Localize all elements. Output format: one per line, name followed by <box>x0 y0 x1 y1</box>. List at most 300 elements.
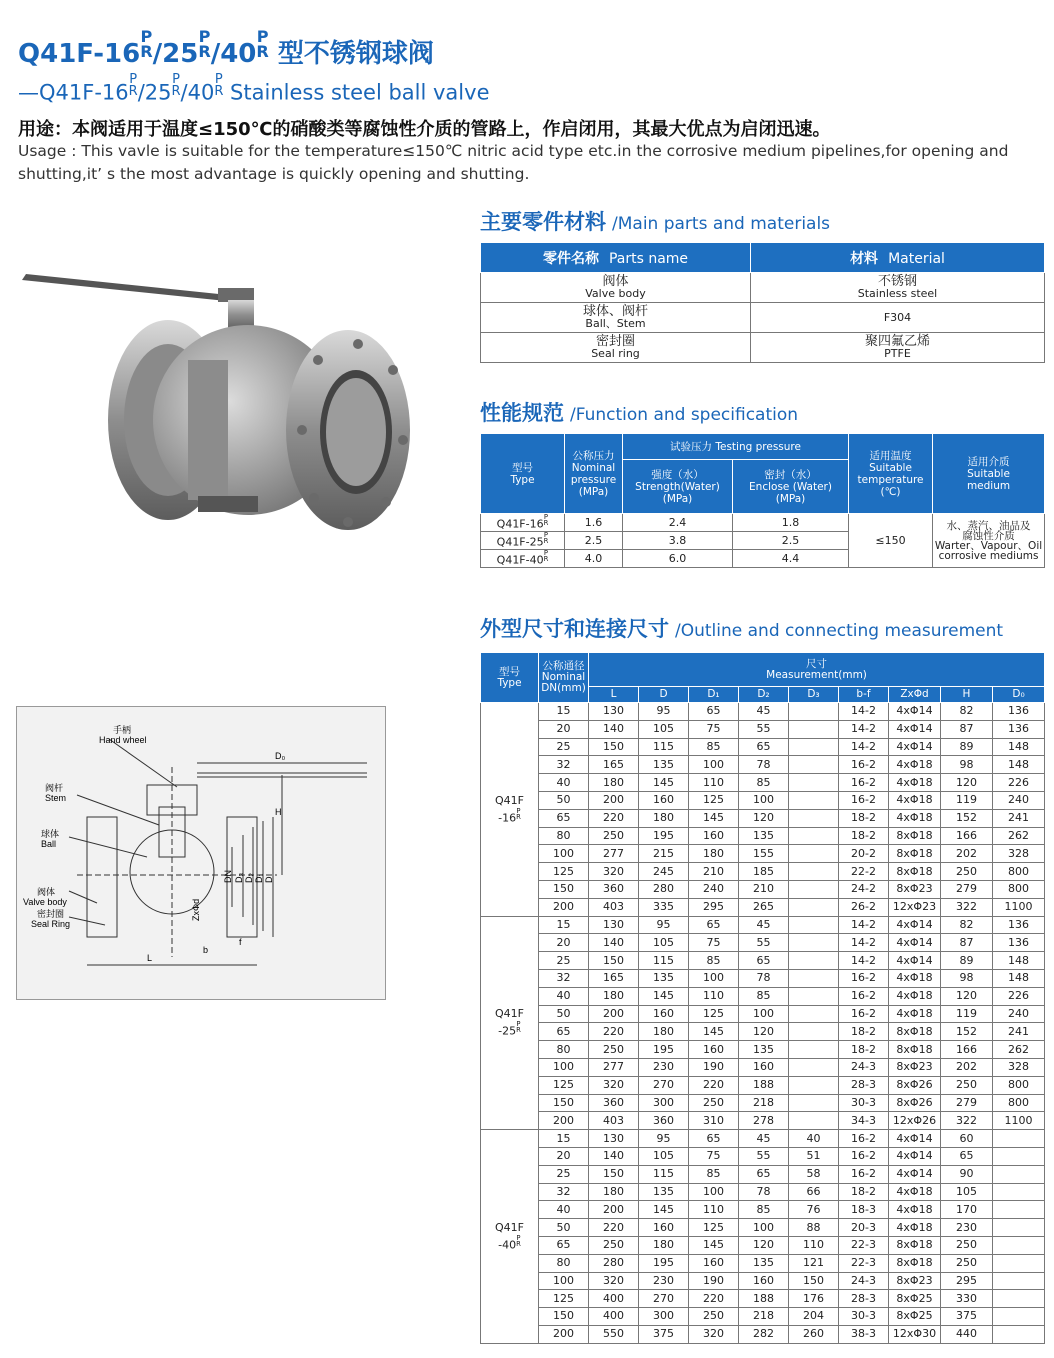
table-row <box>481 1254 1045 1272</box>
table-cell: 240 <box>993 1005 1045 1023</box>
d0-label: D₀ <box>275 751 286 761</box>
table-cell: 89 <box>941 738 993 756</box>
table-cell: 150 <box>539 880 589 898</box>
table-cell: 4xΦ18 <box>889 774 941 792</box>
table-cell: 14-2 <box>839 934 889 952</box>
table-cell: 20 <box>539 934 589 952</box>
table-cell: 330 <box>941 1290 993 1308</box>
table-cell: 14-2 <box>839 703 889 721</box>
table-cell: 18-2 <box>839 809 889 827</box>
table-cell: 15 <box>539 703 589 721</box>
table-cell: 140 <box>589 934 639 952</box>
table-cell: 60 <box>941 1130 993 1148</box>
table-cell: 88 <box>789 1219 839 1237</box>
table-cell: 22-3 <box>839 1254 889 1272</box>
table-cell: 148 <box>993 969 1045 987</box>
table-cell: 270 <box>639 1076 689 1094</box>
table-cell: 65 <box>539 1023 589 1041</box>
table-cell: 12xΦ30 <box>889 1325 941 1343</box>
table-row <box>481 880 1045 898</box>
table-cell <box>789 1023 839 1041</box>
table-cell: 120 <box>739 1236 789 1254</box>
table-cell: 195 <box>639 1254 689 1272</box>
table-cell: 65 <box>539 1236 589 1254</box>
table-cell: 375 <box>941 1308 993 1326</box>
table-cell: 240 <box>689 880 739 898</box>
table-cell: 110 <box>689 774 739 792</box>
table-cell: 200 <box>539 1325 589 1343</box>
table-cell: 8xΦ23 <box>889 1272 941 1290</box>
table-cell: 160 <box>639 791 689 809</box>
table-row <box>481 1094 1045 1112</box>
table-cell: 85 <box>739 1201 789 1219</box>
table-cell: 40 <box>789 1130 839 1148</box>
valve-diagram <box>16 706 386 1000</box>
table-cell: 166 <box>941 827 993 845</box>
body-label-en: Valve body <box>23 897 67 907</box>
table-cell: 40 <box>539 987 589 1005</box>
table-cell: 80 <box>539 1041 589 1059</box>
table-cell: 65 <box>941 1147 993 1165</box>
table-cell: 76 <box>789 1201 839 1219</box>
table-cell: 220 <box>589 1219 639 1237</box>
table-cell <box>789 987 839 1005</box>
hand-wheel-label-cn: 手柄 <box>113 725 132 735</box>
table-cell <box>993 1290 1045 1308</box>
table-cell: 18-3 <box>839 1201 889 1219</box>
table-cell: 135 <box>639 1183 689 1201</box>
d3-label: D₃ <box>234 872 244 883</box>
table-cell: 105 <box>941 1183 993 1201</box>
table-cell: 148 <box>993 738 1045 756</box>
table-cell: 250 <box>941 1076 993 1094</box>
table-cell: 145 <box>639 987 689 1005</box>
table-row <box>481 845 1045 863</box>
table-cell: 100 <box>689 969 739 987</box>
table-cell: 160 <box>639 1219 689 1237</box>
table-cell: 14-2 <box>839 952 889 970</box>
table-cell: 135 <box>739 1254 789 1272</box>
stem-label-cn: 阀杆 <box>45 783 64 793</box>
table-cell <box>789 1058 839 1076</box>
table-cell: 115 <box>639 952 689 970</box>
outline-table <box>480 652 1045 1344</box>
table-cell: 135 <box>739 1041 789 1059</box>
table-cell: 65 <box>739 1165 789 1183</box>
table-row <box>481 863 1045 881</box>
table-cell <box>789 845 839 863</box>
table-cell: 8xΦ26 <box>889 1076 941 1094</box>
table-cell: 295 <box>941 1272 993 1290</box>
table-cell: 300 <box>639 1094 689 1112</box>
table-cell: 65 <box>539 809 589 827</box>
col-header: D <box>639 687 689 703</box>
table-cell: 130 <box>589 1130 639 1148</box>
table-cell: 180 <box>639 1236 689 1254</box>
table-cell: 18-2 <box>839 1183 889 1201</box>
table-cell: 140 <box>589 720 639 738</box>
table-cell: 4xΦ14 <box>889 1147 941 1165</box>
table-cell: 210 <box>739 880 789 898</box>
valve-photo <box>18 240 458 570</box>
table-cell: 195 <box>639 1041 689 1059</box>
table-cell <box>789 809 839 827</box>
table-cell: 90 <box>941 1165 993 1183</box>
table-cell: 279 <box>941 880 993 898</box>
table-cell <box>789 1005 839 1023</box>
table-cell: 165 <box>589 969 639 987</box>
table-cell: 180 <box>589 1183 639 1201</box>
table-cell: 32 <box>539 969 589 987</box>
table-cell: 135 <box>639 969 689 987</box>
table-cell: 45 <box>739 916 789 934</box>
col-header: L <box>589 687 639 703</box>
table-cell: 30-3 <box>839 1308 889 1326</box>
table-cell: 800 <box>993 1094 1045 1112</box>
table-cell: 125 <box>689 1005 739 1023</box>
table-cell: 80 <box>539 827 589 845</box>
table-cell: 15 <box>539 1130 589 1148</box>
table-cell: 45 <box>739 1130 789 1148</box>
dn-label: DN <box>223 870 233 883</box>
table-cell: 16-2 <box>839 1130 889 1148</box>
type-cell: Q41F -40 P R <box>481 1130 539 1344</box>
table-cell <box>993 1183 1045 1201</box>
table-cell: 150 <box>589 738 639 756</box>
table-row: Q41F-25 P R 2.5 3.8 2.5 <box>481 532 1045 550</box>
table-cell <box>993 1201 1045 1219</box>
table-cell: 24-2 <box>839 880 889 898</box>
table-cell: 310 <box>689 1112 739 1130</box>
seal-label-en: Seal Ring <box>31 919 71 929</box>
f-label: f <box>239 937 242 947</box>
type-cell: Q41F -16 P R <box>481 703 539 917</box>
table-row <box>481 827 1045 845</box>
table-cell: 265 <box>739 898 789 916</box>
d1-label: D₁ <box>254 873 264 883</box>
table-cell: 250 <box>589 827 639 845</box>
h-label: H <box>275 807 282 817</box>
table-row <box>481 791 1045 809</box>
table-cell: 4xΦ14 <box>889 1165 941 1183</box>
table-cell: 4xΦ18 <box>889 969 941 987</box>
table-cell: 160 <box>739 1272 789 1290</box>
table-cell: 170 <box>941 1201 993 1219</box>
table-cell <box>789 969 839 987</box>
table-cell: 20-3 <box>839 1219 889 1237</box>
table-row <box>481 987 1045 1005</box>
table-row <box>481 1076 1045 1094</box>
measurement-header: 尺寸 Measurement(mm) <box>589 653 1045 687</box>
table-cell: 12xΦ23 <box>889 898 941 916</box>
table-cell: 8xΦ18 <box>889 1254 941 1272</box>
table-cell: 105 <box>639 720 689 738</box>
type-header: 型号 Type <box>481 653 539 703</box>
table-cell <box>789 1041 839 1059</box>
table-cell: 25 <box>539 952 589 970</box>
table-cell: 95 <box>639 703 689 721</box>
outline-heading: 外型尺寸和连接尺寸 /Outline and connecting measurement <box>480 617 1004 641</box>
table-cell: 202 <box>941 845 993 863</box>
table-row <box>481 720 1045 738</box>
table-cell: 120 <box>941 987 993 1005</box>
table-cell: 440 <box>941 1325 993 1343</box>
table-cell: 135 <box>739 827 789 845</box>
table-cell: 78 <box>739 1183 789 1201</box>
table-cell: 220 <box>589 1023 639 1041</box>
table-cell: 403 <box>589 1112 639 1130</box>
table-cell: 148 <box>993 756 1045 774</box>
table-cell: 320 <box>589 1272 639 1290</box>
table-cell: 190 <box>689 1058 739 1076</box>
table-cell: 200 <box>539 1112 589 1130</box>
table-cell: 95 <box>639 916 689 934</box>
table-cell: 320 <box>589 863 639 881</box>
table-cell: 360 <box>639 1112 689 1130</box>
table-cell: 78 <box>739 756 789 774</box>
table-cell: 155 <box>739 845 789 863</box>
table-cell: 105 <box>639 934 689 952</box>
table-cell: 14-2 <box>839 720 889 738</box>
table-row: 密封圈 Seal ring 聚四氟乙烯 PTFE <box>481 333 1045 363</box>
table-row <box>481 1147 1045 1165</box>
table-cell: 28-3 <box>839 1076 889 1094</box>
table-cell: 55 <box>739 1147 789 1165</box>
table-cell: 98 <box>941 969 993 987</box>
table-cell: 176 <box>789 1290 839 1308</box>
table-cell: 262 <box>993 1041 1045 1059</box>
table-row: Q41F-16 P R 1.6 2.4 1.8 ≤150 水、蒸汽、油品及 腐蚀性介质 Warter、Vapour、Oil corrosive mediums <box>481 514 1045 532</box>
table-cell: 82 <box>941 916 993 934</box>
d2-label: D₂ <box>244 873 254 883</box>
table-row <box>481 738 1045 756</box>
table-cell: 100 <box>739 1219 789 1237</box>
table-row <box>481 1272 1045 1290</box>
table-cell: 65 <box>739 952 789 970</box>
table-cell: 180 <box>639 809 689 827</box>
table-cell: 75 <box>689 720 739 738</box>
table-cell: 215 <box>639 845 689 863</box>
table-cell: 4xΦ18 <box>889 791 941 809</box>
table-cell: 150 <box>789 1272 839 1290</box>
table-cell: 280 <box>639 880 689 898</box>
table-row <box>481 1005 1045 1023</box>
type-header: 型号 Type <box>481 434 565 514</box>
table-cell: 150 <box>539 1094 589 1112</box>
table-cell: 8xΦ18 <box>889 863 941 881</box>
table-row <box>481 934 1045 952</box>
table-cell: 16-2 <box>839 756 889 774</box>
table-cell: 218 <box>739 1094 789 1112</box>
table-cell: 100 <box>689 1183 739 1201</box>
table-cell: 160 <box>689 1254 739 1272</box>
table-cell: 165 <box>589 756 639 774</box>
table-cell: 65 <box>689 1130 739 1148</box>
table-cell: 14-2 <box>839 916 889 934</box>
table-cell: 8xΦ26 <box>889 1094 941 1112</box>
table-cell: 800 <box>993 863 1045 881</box>
table-cell: 50 <box>539 1219 589 1237</box>
table-cell: 360 <box>589 1094 639 1112</box>
table-cell: 4xΦ18 <box>889 809 941 827</box>
table-cell: 322 <box>941 1112 993 1130</box>
page-subtitle: —Q41F-16 P R /25 P R /40 P R Stainless steel ball valve <box>18 72 490 105</box>
table-cell: 32 <box>539 1183 589 1201</box>
table-cell <box>789 1094 839 1112</box>
table-cell: 250 <box>941 1236 993 1254</box>
table-row <box>481 969 1045 987</box>
table-cell: 38-3 <box>839 1325 889 1343</box>
table-cell: 230 <box>639 1058 689 1076</box>
table-cell: 230 <box>941 1219 993 1237</box>
table-cell: 25 <box>539 1165 589 1183</box>
table-cell: 32 <box>539 756 589 774</box>
table-cell: 125 <box>689 1219 739 1237</box>
table-cell: 277 <box>589 845 639 863</box>
table-cell: 16-2 <box>839 987 889 1005</box>
table-cell: 230 <box>639 1272 689 1290</box>
table-cell: 130 <box>589 703 639 721</box>
table-cell: 278 <box>739 1112 789 1130</box>
table-cell <box>993 1165 1045 1183</box>
table-cell: 188 <box>739 1076 789 1094</box>
table-cell: 15 <box>539 916 589 934</box>
table-cell: 20 <box>539 720 589 738</box>
table-cell: 85 <box>689 1165 739 1183</box>
table-cell: 150 <box>589 952 639 970</box>
table-cell: 100 <box>689 756 739 774</box>
type-cell: Q41F -25 P R <box>481 916 539 1130</box>
table-cell: 800 <box>993 1076 1045 1094</box>
materials-heading: 主要零件材料 /Main parts and materials <box>480 210 831 234</box>
parts-name-header: 零件名称 Parts name <box>481 243 751 273</box>
table-cell: 8xΦ25 <box>889 1308 941 1326</box>
col-header: H <box>941 687 993 703</box>
table-cell: 26-2 <box>839 898 889 916</box>
table-cell: 16-2 <box>839 1005 889 1023</box>
table-cell: 145 <box>639 774 689 792</box>
table-cell: 100 <box>539 1272 589 1290</box>
table-cell: 270 <box>639 1290 689 1308</box>
table-cell <box>789 863 839 881</box>
table-cell: 16-2 <box>839 1147 889 1165</box>
table-cell: 121 <box>789 1254 839 1272</box>
table-cell: 80 <box>539 1254 589 1272</box>
table-row: 球体、阀杆 Ball、Stem F304 <box>481 303 1045 333</box>
table-cell: 320 <box>589 1076 639 1094</box>
table-cell <box>789 791 839 809</box>
table-cell: 87 <box>941 720 993 738</box>
table-cell <box>789 898 839 916</box>
table-row <box>481 1130 1045 1148</box>
table-cell: 160 <box>639 1005 689 1023</box>
table-cell: 200 <box>589 1005 639 1023</box>
table-row <box>481 1058 1045 1076</box>
table-cell: 4xΦ14 <box>889 934 941 952</box>
table-cell: 166 <box>941 1041 993 1059</box>
table-cell: 335 <box>639 898 689 916</box>
table-cell: 550 <box>589 1325 639 1343</box>
body-label-cn: 阀体 <box>37 887 56 897</box>
table-cell: 8xΦ23 <box>889 880 941 898</box>
table-cell: 220 <box>689 1290 739 1308</box>
table-cell <box>789 916 839 934</box>
col-header: D₃ <box>789 687 839 703</box>
col-header: ZxΦd <box>889 687 941 703</box>
table-cell <box>789 827 839 845</box>
table-cell: 22-3 <box>839 1236 889 1254</box>
table-cell: 22-2 <box>839 863 889 881</box>
table-cell: 320 <box>689 1325 739 1343</box>
table-cell: 119 <box>941 791 993 809</box>
table-cell: 160 <box>689 1041 739 1059</box>
table-cell: 58 <box>789 1165 839 1183</box>
table-cell: 66 <box>789 1183 839 1201</box>
ball-label-cn: 球体 <box>41 829 60 839</box>
table-cell: 1100 <box>993 898 1045 916</box>
table-cell: 28-3 <box>839 1290 889 1308</box>
table-cell: 400 <box>589 1290 639 1308</box>
table-cell: 89 <box>941 952 993 970</box>
table-cell <box>993 1254 1045 1272</box>
table-cell: 115 <box>639 1165 689 1183</box>
table-cell: 220 <box>589 809 639 827</box>
table-row <box>481 809 1045 827</box>
table-cell: 200 <box>589 791 639 809</box>
table-cell: 204 <box>789 1308 839 1326</box>
table-cell: 34-3 <box>839 1112 889 1130</box>
table-cell: 55 <box>739 934 789 952</box>
table-cell: 226 <box>993 774 1045 792</box>
table-cell: 8xΦ18 <box>889 845 941 863</box>
table-cell: 4xΦ18 <box>889 1183 941 1201</box>
table-cell: 50 <box>539 791 589 809</box>
col-header: b-f <box>839 687 889 703</box>
table-cell: 135 <box>639 756 689 774</box>
table-cell: 24-3 <box>839 1272 889 1290</box>
table-cell: 145 <box>689 1236 739 1254</box>
table-cell: 4xΦ14 <box>889 952 941 970</box>
table-cell <box>789 720 839 738</box>
table-cell: 110 <box>689 987 739 1005</box>
table-cell: 250 <box>941 1254 993 1272</box>
table-cell: 82 <box>941 703 993 721</box>
table-cell: 152 <box>941 809 993 827</box>
table-cell: 115 <box>639 738 689 756</box>
table-cell: 50 <box>539 1005 589 1023</box>
table-cell <box>993 1236 1045 1254</box>
table-cell: 125 <box>539 1290 589 1308</box>
table-cell: 120 <box>739 1023 789 1041</box>
table-cell: 16-2 <box>839 774 889 792</box>
table-cell <box>993 1272 1045 1290</box>
table-cell: 250 <box>689 1308 739 1326</box>
table-cell: 65 <box>689 916 739 934</box>
table-cell: 180 <box>589 774 639 792</box>
table-row <box>481 898 1045 916</box>
table-cell: 245 <box>639 863 689 881</box>
table-cell: 12xΦ26 <box>889 1112 941 1130</box>
table-cell: 65 <box>689 703 739 721</box>
table-row <box>481 1290 1045 1308</box>
table-cell <box>789 952 839 970</box>
table-cell: 125 <box>539 1076 589 1094</box>
table-cell: 16-2 <box>839 969 889 987</box>
l-label: L <box>147 953 153 963</box>
table-row <box>481 1201 1045 1219</box>
medium-value: 水、蒸汽、油品及 腐蚀性介质 Warter、Vapour、Oil corrosive mediums <box>933 514 1045 568</box>
table-cell <box>993 1130 1045 1148</box>
